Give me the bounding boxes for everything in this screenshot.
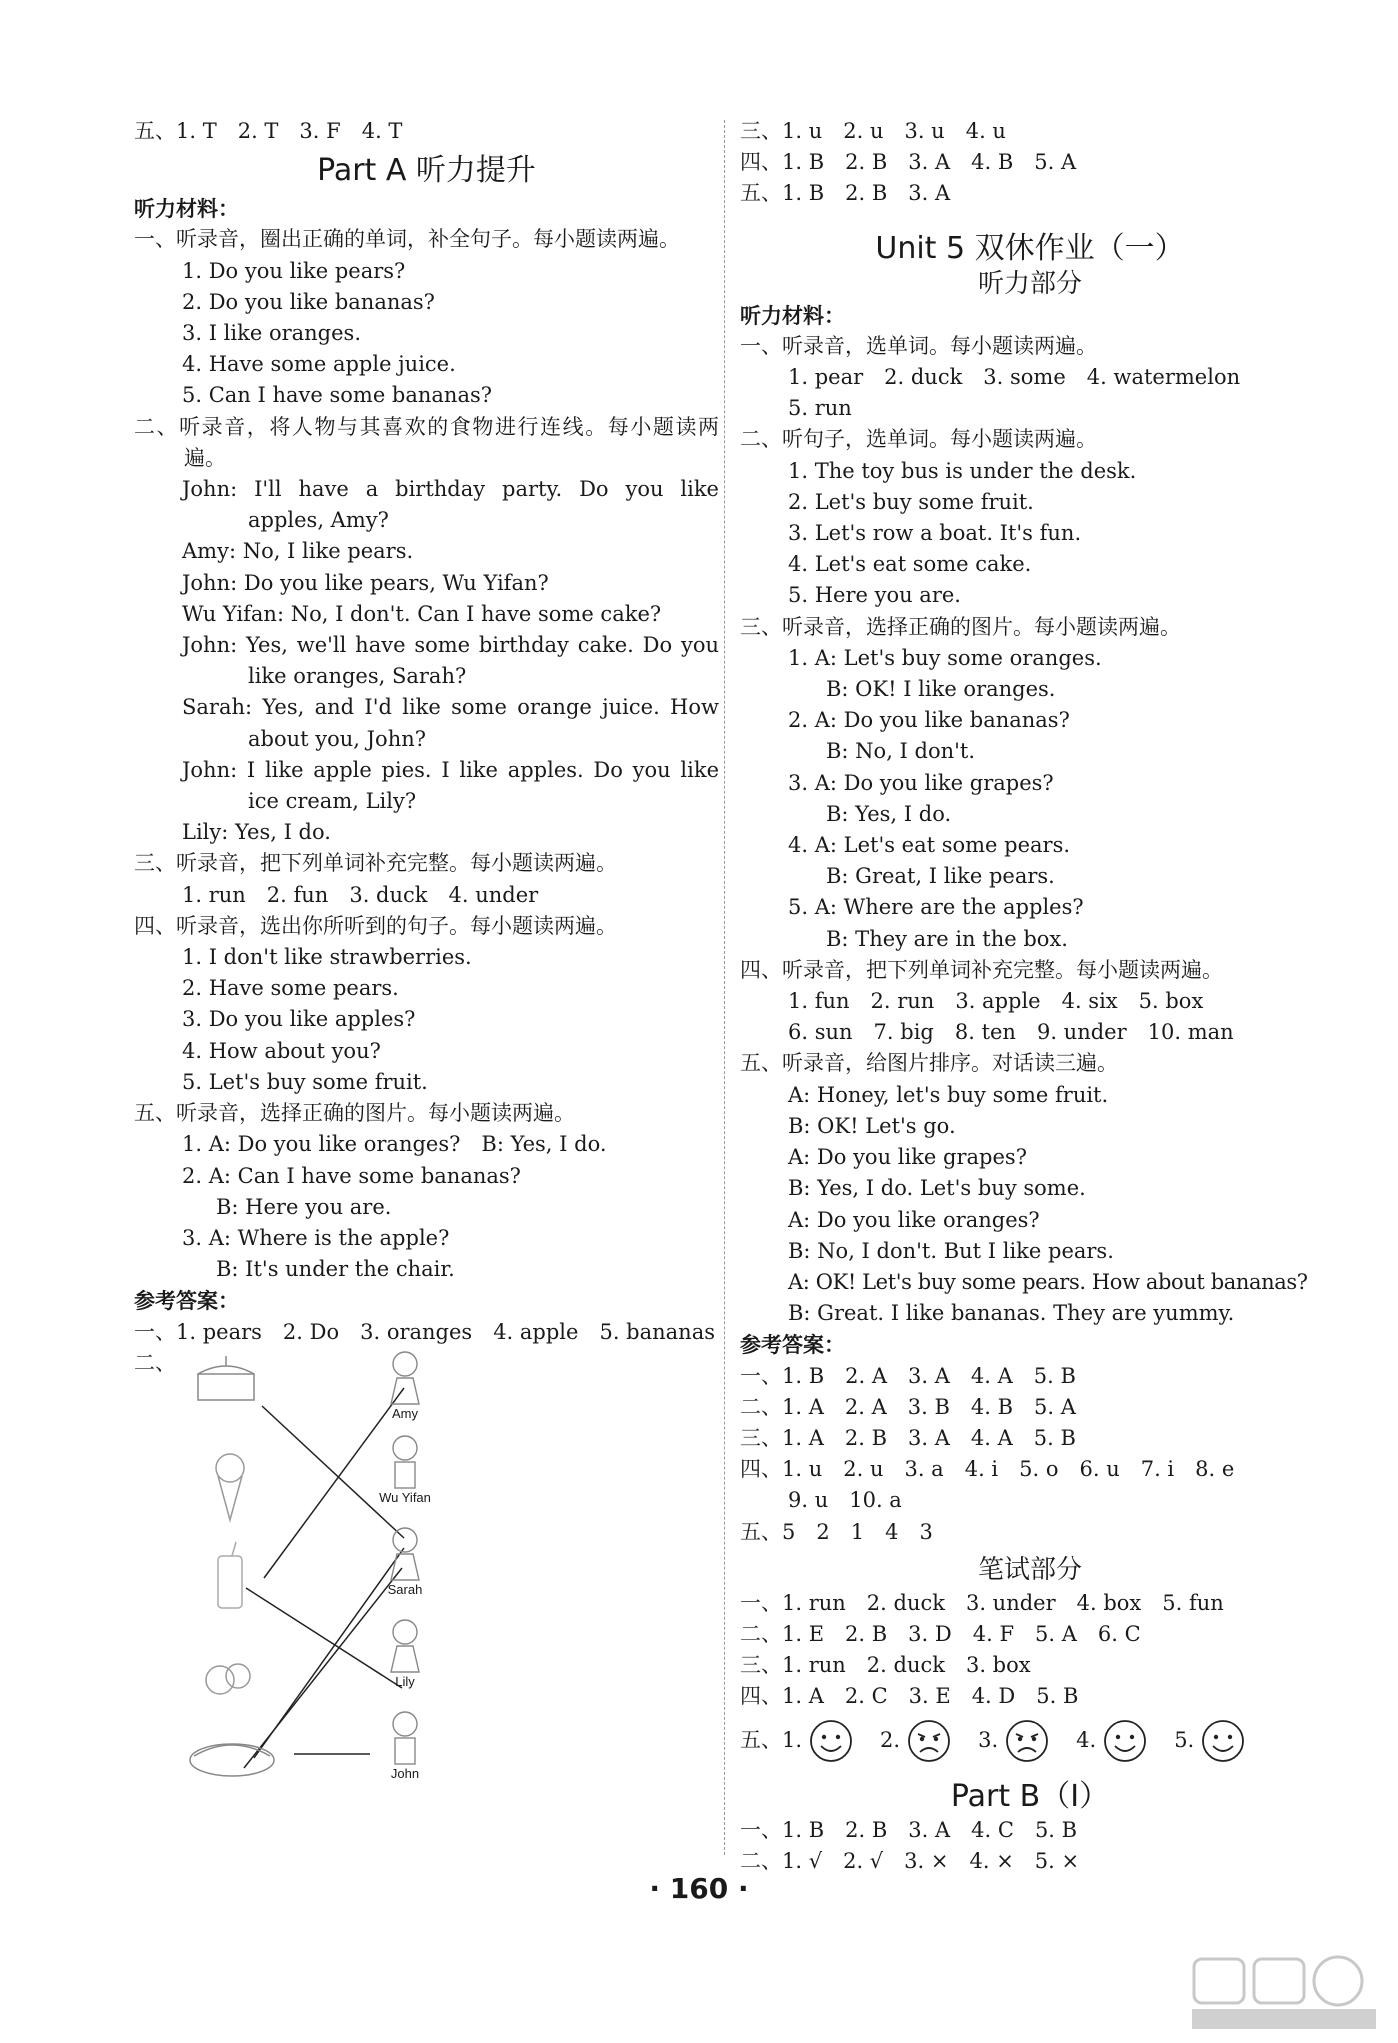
apples-icon (198, 1640, 258, 1710)
answers-label: 参考答案： (134, 1288, 239, 1314)
list-item: 4. Let's eat some cake. (788, 552, 1032, 577)
material-label: 听力材料： (740, 302, 845, 328)
answer-line: 一、1. B 2. A 3. A 4. A 5. B (740, 1363, 1076, 1388)
dialogue-line: B: No, I don't. But I like pears. (788, 1238, 1114, 1263)
smile-face-icon (808, 1718, 854, 1764)
kid-amy (370, 1348, 440, 1422)
list-item: 6. sun 7. big 8. ten 9. under 10. man (788, 1020, 1234, 1045)
dialogue-line: A: OK! Let's buy some pears. How about bananas? (788, 1269, 1308, 1294)
list-item: 1. I don't like strawberries. (182, 945, 472, 970)
dialogue-line: A: Honey, let's buy some fruit. (788, 1082, 1109, 1107)
girl-icon (383, 1524, 427, 1582)
dialogue-line: Sarah: Yes, and I'd like some orange juice. How about you, John? (182, 695, 719, 751)
list-item: 3. I like oranges. (182, 321, 361, 346)
face-number: 5. (1174, 1727, 1195, 1752)
list-item: 2. Do you like bananas? (182, 289, 435, 314)
watermark-logo (1188, 1953, 1378, 2033)
sad-face-icon (906, 1718, 952, 1764)
faces-prefix: 五、 (740, 1727, 782, 1752)
ice-cream-icon (206, 1448, 256, 1528)
answer-line: 四、1. u 2. u 3. a 4. i 5. o 6. u 7. i 8. e (740, 1457, 1235, 1482)
kid-name: Wu Yifan (379, 1489, 431, 1505)
dialogue-line: Wu Yifan: No, I don't. Can I have some cake? (182, 601, 662, 626)
faces-answer-row (740, 1713, 1320, 1769)
question-1-heading: 一、听录音，选单词。每小题读两遍。 (740, 333, 1097, 358)
answer-line: 四、1. B 2. B 3. A 4. B 5. A (740, 150, 1077, 175)
left-column (134, 116, 719, 1798)
juice-icon (206, 1538, 256, 1618)
matching-figure (134, 1348, 719, 1798)
list-item: 3. Do you like apples? (182, 1007, 416, 1032)
dialogue-line: 2. A: Do you like bananas? (788, 708, 1070, 733)
question-4-heading: 四、听录音，选出你所听到的句子。每小题读两遍。 (134, 913, 617, 938)
smile-face-icon (1102, 1718, 1148, 1764)
right-column (740, 116, 1320, 1877)
boy-icon (383, 1432, 427, 1490)
dialogue-line: B: Yes, I do. Let's buy some. (788, 1176, 1086, 1201)
question-5-heading: 五、听录音，给图片排序。对话读三遍。 (740, 1051, 1118, 1076)
sad-face-icon (1004, 1718, 1050, 1764)
list-item: B: Here you are. (216, 1194, 392, 1219)
section-title: Part A 听力提升 (317, 153, 536, 189)
kid-name: Amy (392, 1405, 418, 1421)
part-b-title: Part B（Ⅰ） (950, 1778, 1110, 1814)
dialogue-line: B: OK! I like oranges. (826, 677, 1056, 702)
dialogue-line: B: OK! Let's go. (788, 1113, 956, 1138)
question-2-heading: 二、听句子，选单词。每小题读两遍。 (740, 427, 1097, 452)
list-item: 2. Let's buy some fruit. (788, 489, 1034, 514)
dialogue-line: A: Do you like grapes? (788, 1145, 1027, 1170)
question-2-heading: 二、听录音，将人物与其喜欢的食物进行连线。每小题读两遍。 (134, 414, 719, 470)
unit-title: Unit 5 双休作业（一） (875, 230, 1185, 266)
list-item: 2. A: Can I have some bananas? (182, 1163, 521, 1188)
dialogue-line: Lily: Yes, I do. (182, 820, 331, 845)
answer-line: 四、1. A 2. C 3. E 4. D 5. B (740, 1684, 1079, 1709)
kid-name: Lily (395, 1673, 415, 1689)
smile-face-icon (1200, 1718, 1246, 1764)
face-number: 4. (1076, 1727, 1097, 1752)
answer-line: 一、1. pears 2. Do 3. oranges 4. apple 5. bananas (134, 1319, 715, 1344)
list-item: 5. run (788, 396, 852, 421)
dialogue-line: A: Do you like oranges? (788, 1207, 1040, 1232)
answer-line: 五、1. B 2. B 3. A (740, 181, 951, 206)
dialogue-line: 4. A: Let's eat some pears. (788, 833, 1071, 858)
girl-icon (383, 1616, 427, 1674)
list-item: 1. Do you like pears? (182, 258, 406, 283)
list-item: 4. How about you? (182, 1038, 381, 1063)
question-5-heading: 五、听录音，选择正确的图片。每小题读两遍。 (134, 1101, 575, 1126)
kid-lily (370, 1616, 440, 1690)
list-item: 5. Can I have some bananas? (182, 383, 493, 408)
face-number: 2. (880, 1727, 901, 1752)
list-item: 5. Here you are. (788, 583, 961, 608)
dialogue-line: John: Do you like pears, Wu Yifan? (182, 570, 549, 595)
answer-line: 9. u 10. a (788, 1488, 902, 1513)
question-1-heading: 一、听录音，圈出正确的单词，补全句子。每小题读两遍。 (134, 227, 680, 252)
dialogue-line: B: They are in the box. (826, 926, 1068, 951)
list-item: B: It's under the chair. (216, 1257, 455, 1282)
column-divider (724, 120, 725, 1855)
list-item: 3. Let's row a boat. It's fun. (788, 521, 1082, 546)
dialogue-line: 1. A: Let's buy some oranges. (788, 645, 1102, 670)
material-label: 听力材料： (134, 196, 239, 222)
answer-line: 三、1. run 2. duck 3. box (740, 1653, 1031, 1678)
face-number: 3. (978, 1727, 999, 1752)
face-number: 1. (782, 1727, 803, 1752)
dialogue-line: John: I'll have a birthday party. Do you like apples, Amy? (182, 477, 719, 533)
cake-icon (192, 1352, 262, 1408)
dialogue-line: John: I like apple pies. I like apples. Do you like ice cream, Lily? (182, 757, 719, 814)
list-item: 1. The toy bus is under the desk. (788, 458, 1137, 483)
dialogue-line: Amy: No, I like pears. (182, 539, 414, 564)
list-item: 1. run 2. fun 3. duck 4. under (182, 882, 539, 907)
dialogue-line: B: Great, I like pears. (826, 864, 1055, 889)
answer-line: 一、1. run 2. duck 3. under 4. box 5. fun (740, 1590, 1224, 1615)
list-item: 2. Have some pears. (182, 976, 399, 1001)
apple-pie-icon (184, 1728, 280, 1784)
dialogue-line: 3. A: Do you like grapes? (788, 770, 1054, 795)
answer-line: 三、1. u 2. u 3. u 4. u (740, 119, 1006, 143)
answer-line: 二、1. √ 2. √ 3. × 4. × 5. × (740, 1848, 1080, 1873)
question-3-heading: 三、听录音，把下列单词补充完整。每小题读两遍。 (134, 851, 617, 876)
answer-line: 三、1. A 2. B 3. A 4. A 5. B (740, 1425, 1076, 1450)
kid-wu-yifan (370, 1432, 440, 1506)
answer-2-label: 二、 (134, 1350, 176, 1375)
kid-name: Sarah (387, 1581, 423, 1597)
kid-sarah (370, 1524, 440, 1598)
dialogue-line: 5. A: Where are the apples? (788, 895, 1084, 920)
question-4-heading: 四、听录音，把下列单词补充完整。每小题读两遍。 (740, 957, 1223, 982)
kid-john (370, 1708, 440, 1782)
list-item: 5. Let's buy some fruit. (182, 1069, 428, 1094)
question-3-heading: 三、听录音，选择正确的图片。每小题读两遍。 (740, 614, 1181, 639)
dialogue-line: John: Yes, we'll have some birthday cake. Do you like oranges, Sarah? (182, 633, 719, 689)
boy-icon (383, 1708, 427, 1766)
kid-name: John (390, 1765, 420, 1781)
list-item: 1. pear 2. duck 3. some 4. watermelon (788, 365, 1241, 390)
dialogue-line: B: Great. I like bananas. They are yummy. (788, 1301, 1235, 1326)
answer-line: 二、1. A 2. A 3. B 4. B 5. A (740, 1394, 1076, 1419)
list-item: 1. A: Do you like oranges? B: Yes, I do. (182, 1132, 607, 1157)
answer-line: 一、1. B 2. B 3. A 4. C 5. B (740, 1817, 1078, 1842)
list-item: 4. Have some apple juice. (182, 352, 456, 377)
answer-line: 五、5 2 1 4 3 (740, 1519, 933, 1544)
dialogue-line: B: Yes, I do. (826, 801, 952, 826)
list-item: 1. fun 2. run 3. apple 4. six 5. box (788, 989, 1204, 1014)
dialogue-line: B: No, I don't. (826, 739, 976, 764)
girl-icon (383, 1348, 427, 1406)
listening-subtitle: 听力部分 (977, 268, 1082, 299)
written-subtitle: 笔试部分 (977, 1554, 1082, 1585)
top-answer: 五、1. T 2. T 3. F 4. T (134, 119, 403, 143)
answers-label: 参考答案： (740, 1332, 845, 1358)
page-number: · 160 · (649, 1872, 749, 1905)
answer-line: 二、1. E 2. B 3. D 4. F 5. A 6. C (740, 1621, 1141, 1646)
list-item: 3. A: Where is the apple? (182, 1225, 450, 1250)
